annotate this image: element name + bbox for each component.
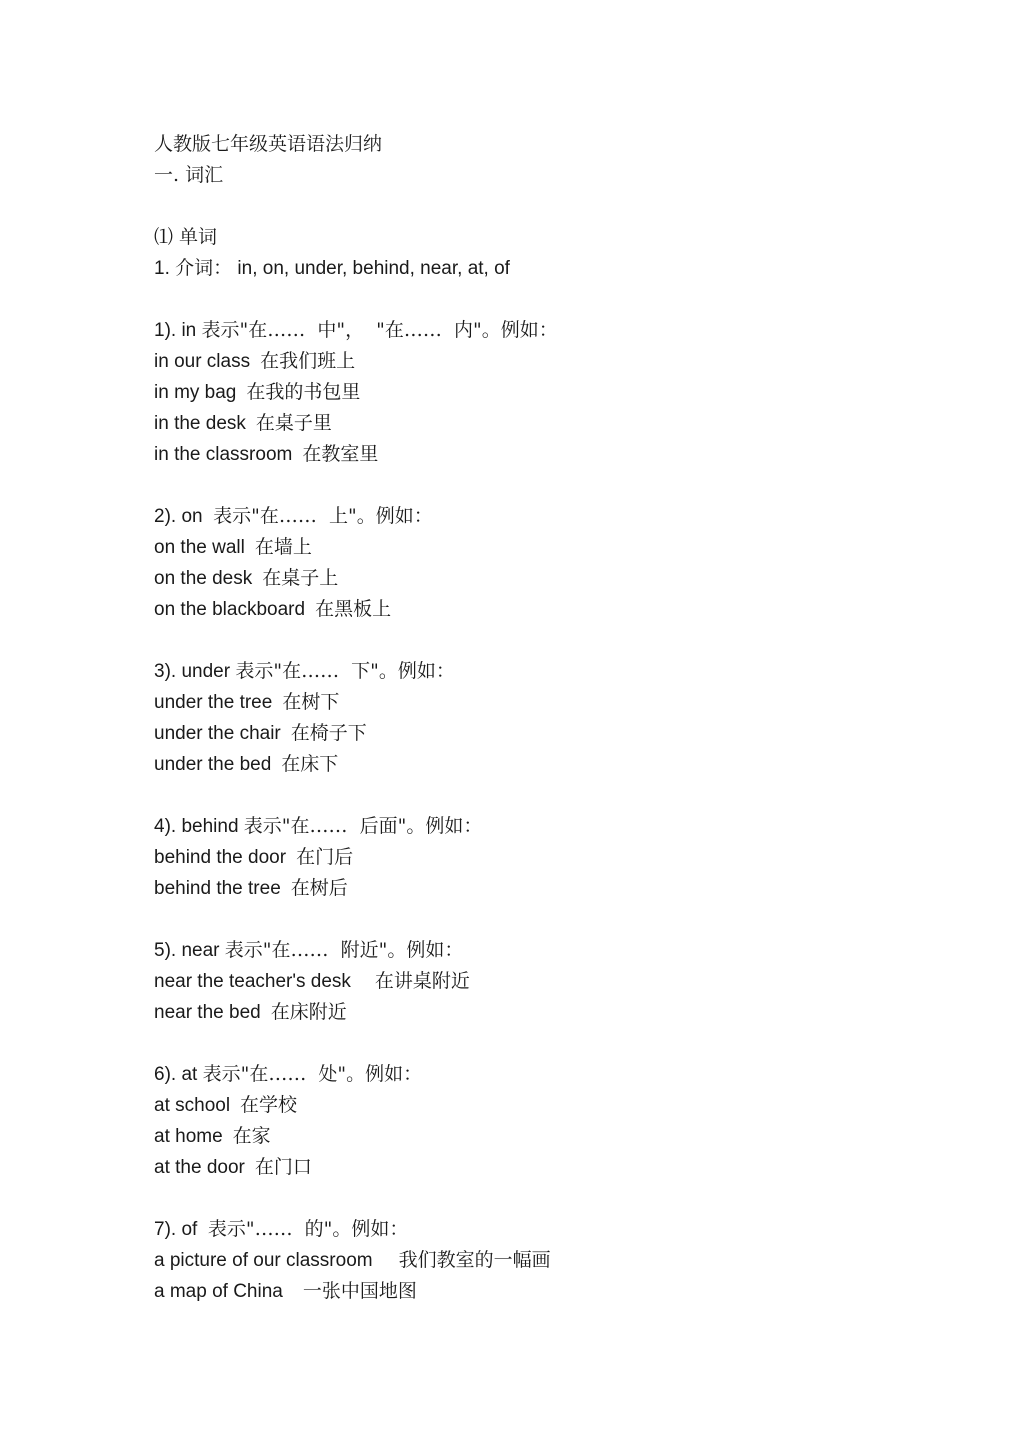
example-zh: 在树后 [290, 877, 348, 899]
example-en: on the blackboard [154, 599, 306, 620]
example-row [154, 873, 874, 904]
document-title: 人教版七年级英语语法归纳 [154, 133, 383, 155]
example-row [154, 408, 874, 439]
subsection-heading: ⑴ 单词 [154, 226, 218, 248]
example-zh: 在学校 [240, 1094, 298, 1116]
example-zh: 在墙上 [254, 536, 312, 558]
example-row [154, 377, 874, 408]
spacer [154, 1028, 874, 1059]
example-zh: 在桌子上 [262, 567, 339, 589]
group-heading-zh: 表示"在…… 处"。例如： [202, 1063, 423, 1085]
example-zh: 在门口 [254, 1156, 312, 1178]
spacer [154, 780, 874, 811]
example-zh: 在桌子里 [255, 412, 332, 434]
example-row [154, 563, 874, 594]
group-heading-en: 5). near [154, 940, 225, 961]
document-body [154, 129, 874, 1307]
spacer [154, 470, 874, 501]
group-heading [154, 656, 874, 687]
spacer [154, 284, 874, 315]
example-zh: 在我们班上 [260, 350, 356, 372]
example-row [154, 687, 874, 718]
group-heading-zh: 表示"在…… 后面"。例如： [243, 815, 483, 837]
example-en: under the bed [154, 754, 272, 775]
example-row [154, 749, 874, 780]
example-row [154, 1276, 874, 1307]
example-zh: 在门后 [296, 846, 354, 868]
preposition-list: in, on, under, behind, near, at, of [232, 258, 510, 279]
example-row [154, 966, 874, 997]
group-heading-en: 7). of [154, 1219, 208, 1240]
example-zh: 一张中国地图 [302, 1280, 417, 1302]
point-number: 1. [154, 258, 176, 279]
example-en: a map of China [154, 1281, 283, 1302]
example-en: under the chair [154, 723, 281, 744]
example-row [154, 1245, 874, 1276]
example-en: at school [154, 1095, 231, 1116]
example-en: on the wall [154, 537, 245, 558]
example-row [154, 346, 874, 377]
section-heading: 一. 词汇 [154, 164, 224, 186]
example-row [154, 439, 874, 470]
group-heading-en: 1). in [154, 320, 202, 341]
example-en: near the bed [154, 1002, 261, 1023]
example-en: in the desk [154, 413, 246, 434]
example-zh: 在教室里 [302, 443, 379, 465]
group-heading [154, 1059, 874, 1090]
example-row [154, 1121, 874, 1152]
spacer [154, 904, 874, 935]
example-row [154, 1090, 874, 1121]
spacer [154, 1183, 874, 1214]
example-row [154, 997, 874, 1028]
spacer [154, 625, 874, 656]
example-en: in the classroom [154, 444, 293, 465]
example-en: near the teacher's desk [154, 971, 351, 992]
group-heading-zh: 表示"…… 的"。例如： [207, 1218, 409, 1240]
group-heading-zh: 表示"在…… 附近"。例如： [224, 939, 464, 961]
group-heading-zh: 表示"在…… 上"。例如： [213, 505, 433, 527]
example-zh: 在黑板上 [315, 598, 392, 620]
example-zh: 在讲桌附近 [374, 970, 470, 992]
group-heading-en: 2). on [154, 506, 214, 527]
example-en: a picture of our classroom [154, 1250, 373, 1271]
example-zh: 在我的书包里 [246, 381, 361, 403]
point-heading [154, 253, 874, 284]
example-zh: 在床附近 [270, 1001, 347, 1023]
example-en: on the desk [154, 568, 253, 589]
example-en: in our class [154, 351, 251, 372]
group-heading-en: 4). behind [154, 816, 244, 837]
example-zh: 在树下 [282, 691, 340, 713]
spacer [154, 191, 874, 222]
group-heading-zh: 表示"在…… 中"， "在…… 内"。例如： [201, 319, 558, 341]
example-zh: 在椅子下 [290, 722, 367, 744]
group-heading-en: 3). under [154, 661, 236, 682]
example-row [154, 594, 874, 625]
example-en: behind the tree [154, 878, 281, 899]
example-row [154, 718, 874, 749]
point-label: 介词： [175, 257, 233, 279]
group-heading [154, 935, 874, 966]
example-row [154, 842, 874, 873]
example-zh: 在床下 [281, 753, 339, 775]
example-en: at home [154, 1126, 223, 1147]
group-heading [154, 1214, 874, 1245]
example-row [154, 532, 874, 563]
example-en: under the tree [154, 692, 273, 713]
example-en: at the door [154, 1157, 245, 1178]
group-heading-zh: 表示"在…… 下"。例如： [235, 660, 455, 682]
example-zh: 我们教室的一幅画 [398, 1249, 551, 1271]
example-en: behind the door [154, 847, 287, 868]
group-heading [154, 501, 874, 532]
group-heading [154, 811, 874, 842]
group-heading-en: 6). at [154, 1064, 203, 1085]
example-zh: 在家 [232, 1125, 271, 1147]
group-heading [154, 315, 874, 346]
example-row [154, 1152, 874, 1183]
example-en: in my bag [154, 382, 237, 403]
